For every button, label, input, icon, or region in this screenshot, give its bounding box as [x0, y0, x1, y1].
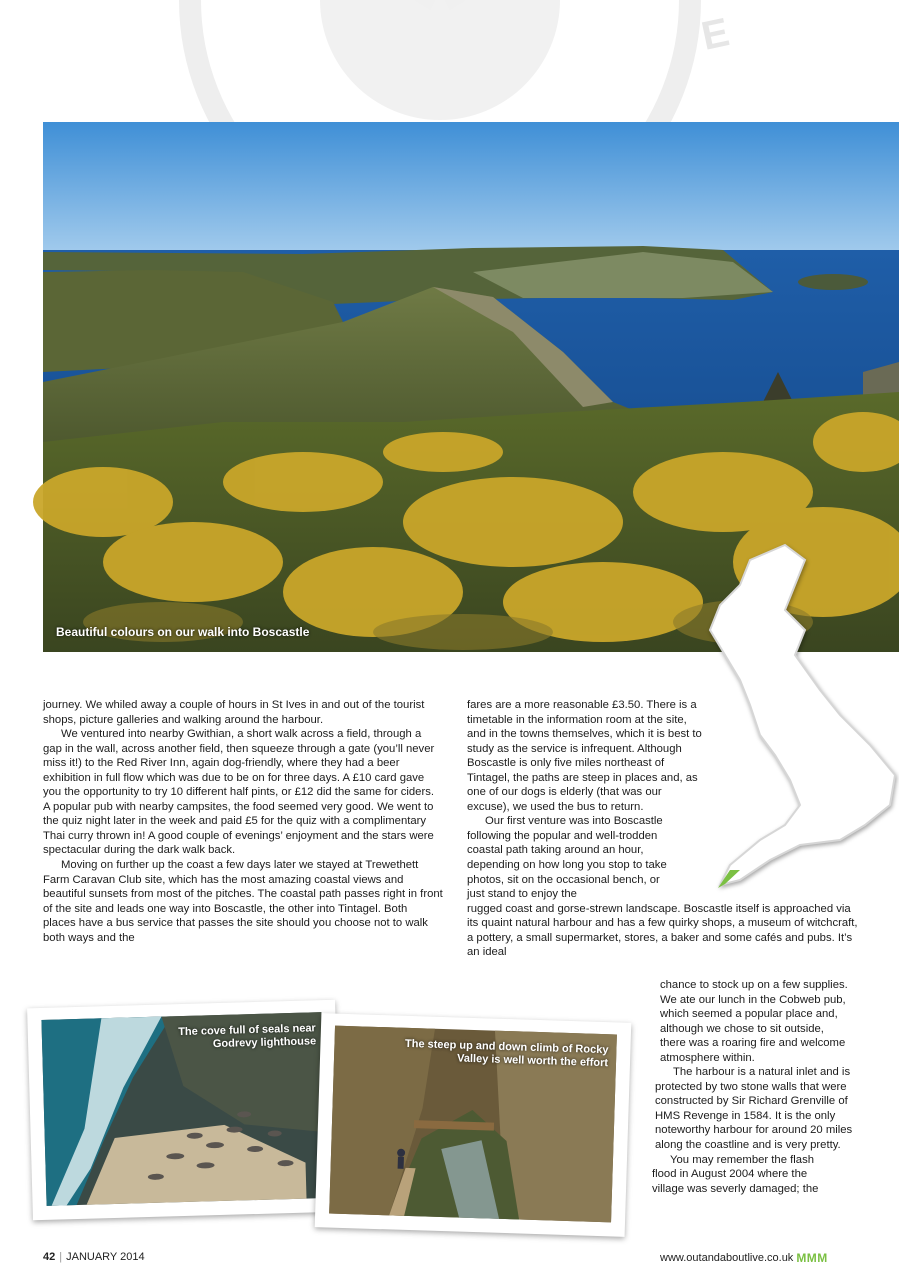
issue-date: JANUARY 2014	[66, 1251, 145, 1263]
body-column-3	[652, 978, 862, 1196]
rocky-valley-photo	[315, 1013, 632, 1237]
paragraph: chance to stock up on a few supplies. We ate our lunch in the Cobweb pub, which seemed a popular place and, although we chose to sit outside, there was a roaring fire and welcome atmosphere within.	[660, 979, 848, 1064]
compass-watermark	[160, 0, 733, 120]
paragraph: You may remember the flash flood in August 2004 where the village was severly damaged; the	[652, 1153, 819, 1195]
paragraph: Moving on further up the coast a few days later we stayed at Trewethett Farm Caravan Club site, which has the most amazing coastal views and beautiful sunsets from most of the pitches. The coastal path passes right in front of the site and leads one way into Boscastle, the other into Tintagel. Both places have a bus service that passes the site should you choose not to walk both ways and the	[43, 859, 443, 944]
folio	[43, 1251, 145, 1263]
page-number: 42	[43, 1251, 56, 1263]
paragraph: We ventured into nearby Gwithian, a short walk across a field, through a gap in the wall, across another field, then squeeze through a gate (you’ll never miss it!) to the Red River Inn, again dog-friendly, where they had a beer exhibition in full flow which was due to be on for three days. A £10 card gave you the opportunity to try 10 different half pints, or £12 did the same for ciders. A popular pub with nearby campsites, the food seemed very good. We went to the quiz night later in the week and paid £5 for the quiz with a complimentary Thai curry thrown in! A good couple of evenings’ enjoyment and the stars were spectacular during the dark walk back.	[43, 728, 435, 857]
body-column-2	[467, 698, 859, 960]
footer-site	[660, 1251, 828, 1265]
paragraph: fares are a more reasonable £3.50. There is a timetable in the information room at the site, and in the towns themselves, which it is best to study as the service is infrequent. Although Boscastle is only five miles northeast of Tintagel, the paths are steep in places and, as one of our dogs is elderly (that was our excuse), we used the bus to return.	[467, 699, 702, 813]
compass-letter-e: E	[697, 10, 733, 59]
body-column-1	[43, 698, 443, 945]
folio-separator: |	[59, 1251, 63, 1263]
website-link[interactable]: www.outandaboutlive.co.uk	[660, 1252, 794, 1264]
paragraph: The harbour is a natural inlet and is protected by two stone walls that were constructed by Sir Richard Grenville of HMS Revenge in 1584. It is the only noteworthy harbour for around 20 miles along the coastline and is very pretty.	[655, 1066, 853, 1152]
brand-logo: MMM	[796, 1251, 828, 1265]
paragraph: rugged coast and gorse-strewn landscape. Boscastle itself is approached via its quaint natural harbour and has a few quirky shops, a museum of witchcraft, a pottery, a small supermarket, stores, a baker and some cafés and pubs. It’s an ideal	[467, 902, 858, 959]
hero-caption: Beautiful colours on our walk into Boscastle	[56, 625, 310, 639]
seals-photo	[27, 1000, 341, 1221]
paragraph: Our first venture was into Boscastle following the popular and well-trodden coastal path taking around an hour, depending on how long you stop to take photos, sit on the occasional bench, or just stand to enjoy the	[467, 815, 667, 901]
valley-caption: The steep up and down climb of Rocky Valley is well worth the effort	[404, 1037, 609, 1070]
seals-caption: The cove full of seals near Godrevy lighthouse	[178, 1022, 317, 1051]
paragraph: journey. We whiled away a couple of hours in St Ives in and out of the tourist shops, picture galleries and walking around the harbour.	[43, 699, 425, 726]
